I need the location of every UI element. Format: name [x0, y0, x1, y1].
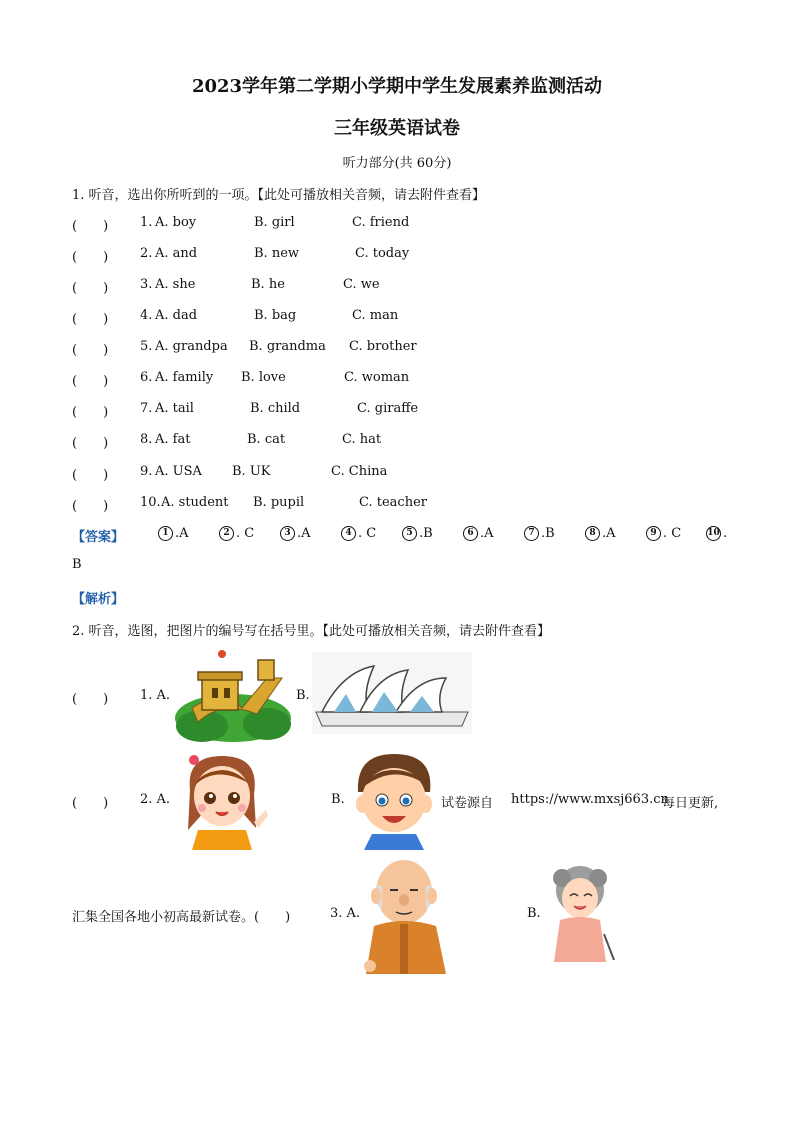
answer-blank[interactable]: ( )	[72, 343, 109, 358]
option-b: B. he	[251, 277, 285, 292]
answer-blank[interactable]: ( )	[72, 436, 109, 451]
answer-blank[interactable]: ( )	[72, 250, 109, 265]
answer-last: B	[72, 557, 82, 572]
answer-item	[524, 526, 555, 541]
analysis-label: 【解析】	[72, 592, 125, 607]
answer-value: .B	[541, 526, 555, 541]
q2-row3-label: 3. A.	[330, 906, 361, 921]
option-a: A. USA	[155, 464, 202, 479]
answer-item	[463, 526, 494, 541]
option-a: A. and	[155, 246, 198, 261]
answer-value: .A	[297, 526, 311, 541]
item-number: 4.	[140, 308, 153, 323]
answer-blank[interactable]: ( )	[72, 281, 109, 296]
q2-paren-2: ( )	[72, 796, 109, 811]
option-b: B. grandma	[249, 339, 326, 354]
answer-blank[interactable]: ( )	[72, 374, 109, 389]
item-number: 7.	[140, 401, 153, 416]
q2-row3-prefix: 汇集全国各地小初高最新试卷。( )	[72, 910, 291, 925]
item-number: 1.	[140, 215, 153, 230]
option-b: B. girl	[254, 215, 295, 230]
item-number: 6.	[140, 370, 153, 385]
answer-item	[280, 526, 311, 541]
answer-number-circle: 9	[646, 526, 661, 541]
answer-number-circle: 8	[585, 526, 600, 541]
answer-item	[158, 526, 189, 541]
item-number: 5.	[140, 339, 153, 354]
answer-number-circle: 3	[280, 526, 295, 541]
q2-instruction: 2. 听音，选图，把图片的编号写在括号里。【此处可播放相关音频，请去附件查看】	[72, 624, 551, 639]
answer-item	[706, 526, 727, 541]
answer-item	[341, 526, 376, 541]
option-a: A. grandpa	[155, 339, 228, 354]
answer-blank[interactable]: ( )	[72, 499, 109, 514]
answer-number-circle: 4	[341, 526, 356, 541]
q2-row2-b: B.	[331, 792, 345, 807]
item-number: 3.	[140, 277, 153, 292]
answer-blank[interactable]: ( )	[72, 312, 109, 327]
item-number: 9.	[140, 464, 153, 479]
q2-row2-label: 2. A.	[140, 792, 171, 807]
option-a: A. student	[161, 495, 229, 510]
answer-value: . C	[358, 526, 377, 541]
answer-value: .B	[419, 526, 433, 541]
answer-number-circle: 6	[463, 526, 478, 541]
option-c: C. we	[343, 277, 380, 292]
option-b: B. new	[254, 246, 300, 261]
option-c: C. today	[355, 246, 410, 261]
boy-picture	[350, 750, 438, 850]
page-subtitle: 三年级英语试卷	[334, 118, 460, 139]
option-c: C. teacher	[359, 495, 427, 510]
option-a: A. fat	[155, 432, 191, 447]
answer-number-circle: 7	[524, 526, 539, 541]
option-c: C. friend	[352, 215, 410, 230]
option-c: C. woman	[344, 370, 410, 385]
page-title: 2023学年第二学期小学期中学生发展素养监测活动	[191, 76, 603, 97]
q2-row2-url[interactable]: https://www.mxsj663.cn	[511, 792, 669, 807]
q2-row2-tail: 每日更新,	[662, 796, 719, 811]
item-number: 8.	[140, 432, 153, 447]
answer-value: . C	[663, 526, 682, 541]
option-a: A. family	[155, 370, 214, 385]
answer-number-circle: 1	[158, 526, 173, 541]
option-a: A. dad	[155, 308, 198, 323]
opera-house-picture	[312, 652, 472, 734]
grandma-picture	[546, 864, 616, 962]
answer-blank[interactable]: ( )	[72, 219, 109, 234]
answer-item	[402, 526, 433, 541]
answer-value: . C	[236, 526, 255, 541]
answer-item	[585, 526, 616, 541]
item-number: 10.	[140, 495, 161, 510]
q2-row1-b: B.	[296, 688, 310, 703]
answer-label: 【答案】	[72, 530, 125, 545]
q2-paren-1: ( )	[72, 692, 109, 707]
option-a: A. boy	[155, 215, 197, 230]
option-a: A. she	[155, 277, 196, 292]
girl-picture	[176, 750, 272, 850]
option-c: C. brother	[349, 339, 417, 354]
option-c: C. hat	[342, 432, 382, 447]
great-wall-picture	[172, 648, 294, 744]
option-a: A. tail	[155, 401, 194, 416]
answer-blank[interactable]: ( )	[72, 405, 109, 420]
q1-instruction: 1. 听音，选出你所听到的一项。【此处可播放相关音频，请去附件查看】	[72, 188, 486, 203]
option-b: B. UK	[232, 464, 271, 479]
option-c: C. China	[331, 464, 388, 479]
answer-number-circle: 10	[706, 526, 721, 541]
answer-value: .A	[480, 526, 494, 541]
q2-row3-b: B.	[527, 906, 541, 921]
answer-number-circle: 5	[402, 526, 417, 541]
answer-blank[interactable]: ( )	[72, 468, 109, 483]
option-b: B. pupil	[253, 495, 305, 510]
option-c: C. man	[352, 308, 399, 323]
option-b: B. child	[250, 401, 301, 416]
section-heading: 听力部分(共 60分)	[342, 156, 452, 171]
answer-number-circle: 2	[219, 526, 234, 541]
answer-value: .A	[175, 526, 189, 541]
answer-value: .	[723, 526, 728, 541]
option-c: C. giraffe	[357, 401, 419, 416]
option-b: B. cat	[247, 432, 286, 447]
option-b: B. love	[241, 370, 286, 385]
answer-item	[219, 526, 254, 541]
q2-row1-label: 1. A.	[140, 688, 171, 703]
option-b: B. bag	[254, 308, 297, 323]
grandpa-picture	[360, 856, 452, 974]
answer-item	[646, 526, 681, 541]
item-number: 2.	[140, 246, 153, 261]
q2-row2-text: 试卷源自	[441, 796, 494, 811]
answer-value: .A	[602, 526, 616, 541]
